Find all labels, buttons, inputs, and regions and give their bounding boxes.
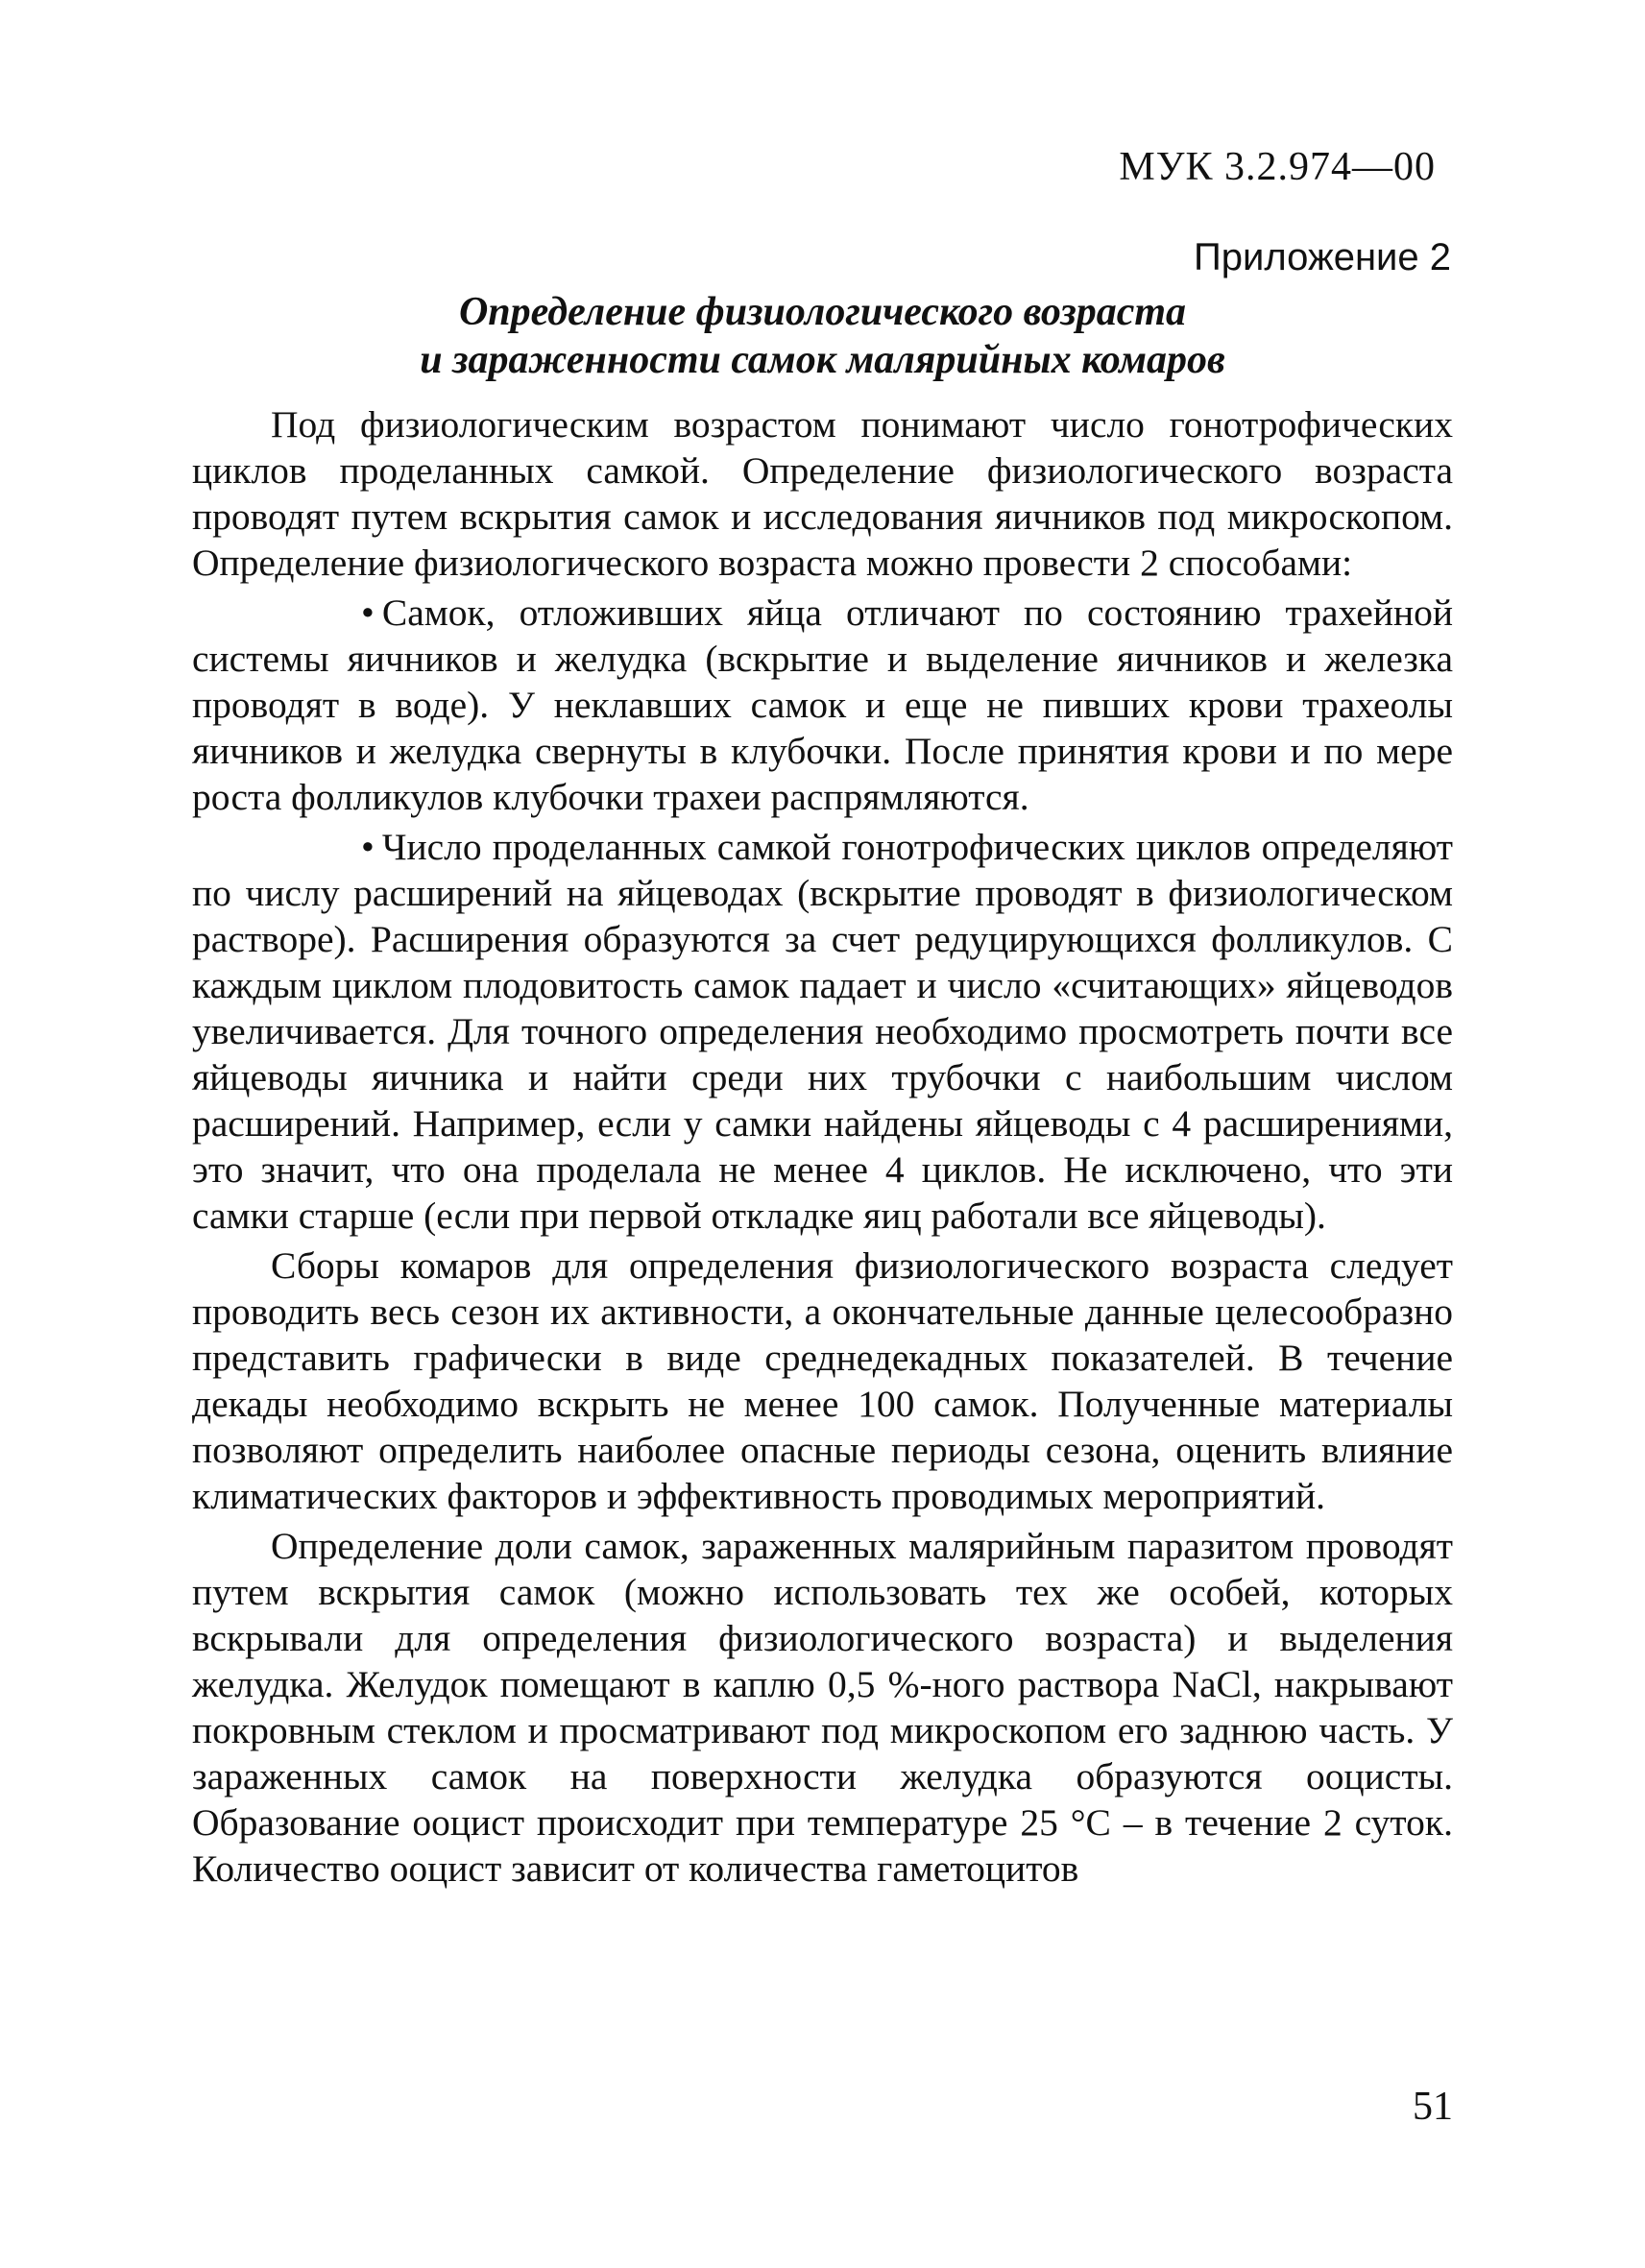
- page-number: 51: [1413, 2085, 1453, 2129]
- paragraph: Сборы комаров для определения физиологического возраста следует проводить весь сезон их активности, а окончательные данные целесообразно представить графически в виде среднедекадных показателей. В течение декады необходимо вскрыть не менее 100 самок. Полученные материалы позволяют определить наиболее опасные периоды сезона, оценить влияние климатических факторов и эффективность проводимых мероприятий.: [192, 1244, 1453, 1517]
- section-title-line-1: Определение физиологического возраста: [458, 290, 1187, 334]
- bullet-text: Число проделанных самкой гонотрофических циклов определяют по числу расширений на яйцеводах (вскрытие проводят в физиологическом растворе). Расширения образуются за счет редуцирующихся фолликулов. С каждым циклом плодовитость самок падает и число «считающих» яйцеводов увеличивается. Для точного определения необходимо просмотреть почти все яйцеводы яичника и найти среди них трубочки с наибольшим числом расширений. Например, если у самки найдены яйцеводы с 4 расширениями, это значит, что она проделала не менее 4 циклов. Не исключено, что эти самки старше (если при первой откладке яиц работали все яйцеводы).: [192, 826, 1453, 1237]
- document-code: МУК 3.2.974—00: [1119, 145, 1436, 189]
- body-text: [192, 401, 1453, 1895]
- appendix-label: Приложение 2: [1194, 236, 1451, 278]
- bullet-paragraph: [192, 824, 1453, 1239]
- bullet-icon: •: [361, 826, 375, 868]
- bullet-text: Самок, отложивших яйца отличают по состоянию трахейной системы яичников и желудка (вскрытие и выделение яичников и железка проводят в воде). У неклавших самок и еще не пивших крови трахеолы яичников и желудка свернуты в клубочки. После принятия крови и по мере роста фолликулов клубочки трахеи распрямляются.: [192, 591, 1453, 818]
- bullet-paragraph: [192, 590, 1453, 820]
- section-title-line-2: и зараженности самок малярийных комаров: [420, 338, 1225, 382]
- bullet-icon: •: [361, 591, 375, 634]
- paragraph: Под физиологическим возрастом понимают число гонотрофических циклов проделанных самкой. Определение физиологического возраста проводят путем вскрытия самок и исследования яичников под микроскопом. Определение физиологического возраста можно провести 2 способами:: [192, 403, 1453, 584]
- section-title: [192, 288, 1453, 384]
- paragraph: Определение доли самок, зараженных малярийным паразитом проводят путем вскрытия самок (можно использовать тех же особей, которых вскрывали для определения физиологического возраста) и выделения желудка. Желудок помещают в каплю 0,5 %-ного раствора NaCl, накрывают покровным стеклом и просматривают под микроскопом его заднюю часть. У зараженных самок на поверхности желудка образуются ооцисты. Образование ооцист происходит при температуре 25 °С – в течение 2 суток. Количество ооцист зависит от количества гаметоцитов: [192, 1525, 1453, 1890]
